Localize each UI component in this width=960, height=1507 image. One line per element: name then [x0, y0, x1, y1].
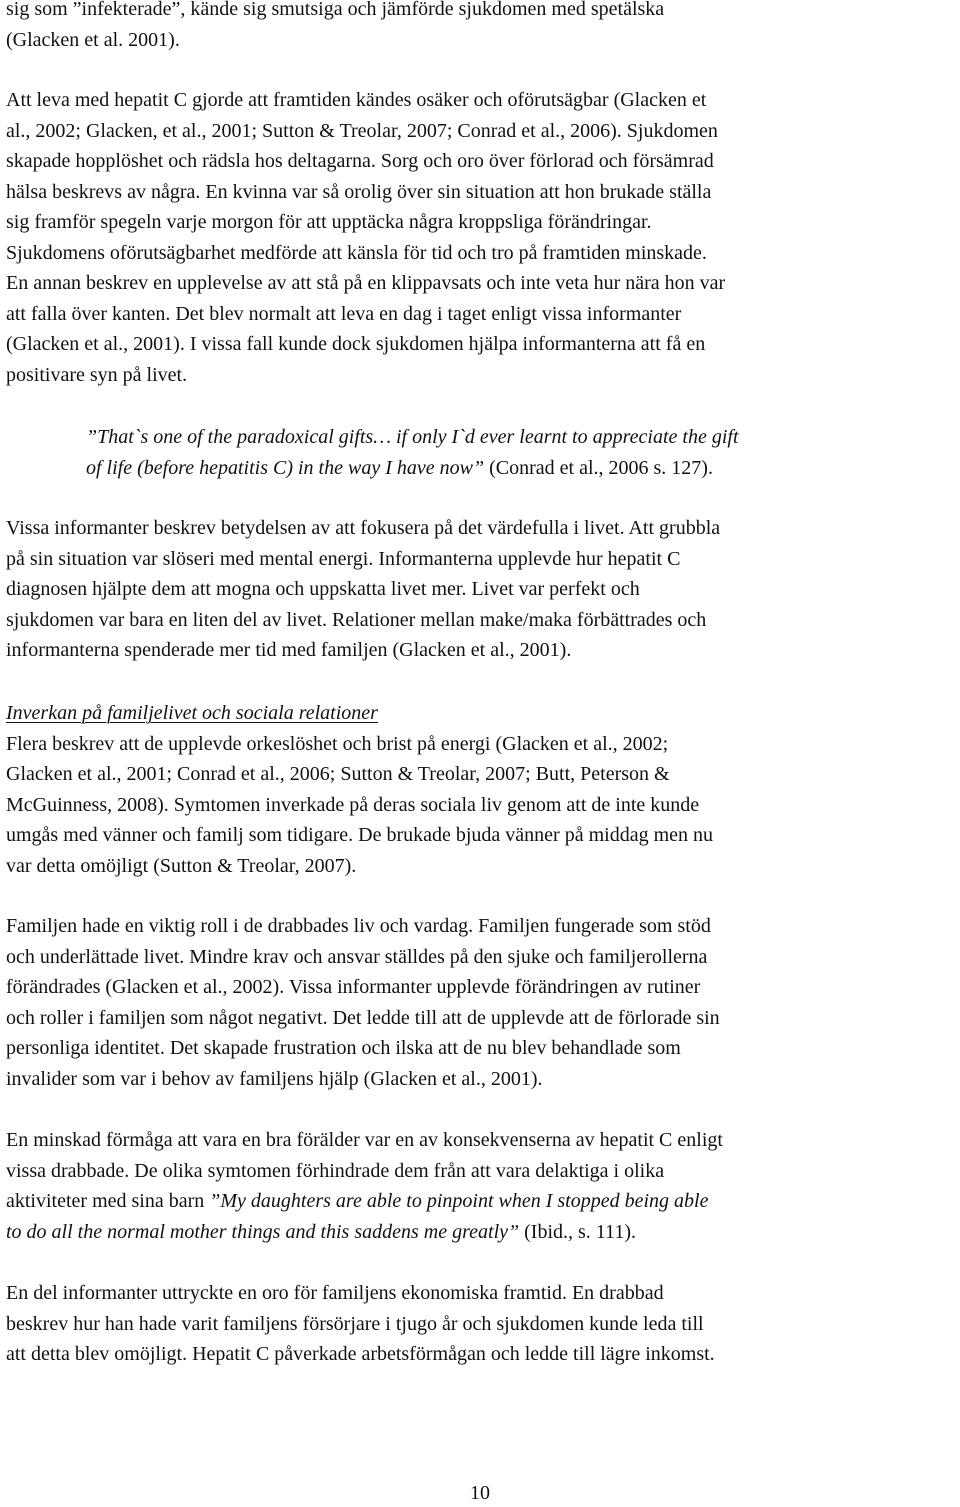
text-line: och underlättade livet. Mindre krav och ansvar ställdes på den sjuke och familjerollerna	[6, 945, 708, 968]
text-line: Att leva med hepatit C gjorde att framtiden kändes osäker och oförutsägbar (Glacken et	[6, 89, 707, 111]
text-line: diagnosen hjälpte dem att mogna och uppskatta livet mer. Livet var perfekt och	[6, 578, 640, 600]
text-line: att detta blev omöjligt. Hepatit C påverkade arbetsförmågan och ledde till lägre inkomst.	[6, 1343, 715, 1365]
text-line: sig som ”infekterade”, kände sig smutsiga och jämförde sjukdomen med spetälska	[6, 0, 665, 20]
text-line	[6, 1186, 954, 1217]
inline-quote: to do all the normal mother things and this saddens me greatly”	[6, 1220, 520, 1243]
text-line: på sin situation var slöseri med mental energi. Informanterna upplevde hur hepatit C	[6, 547, 681, 570]
text-line: Flera beskrev att de upplevde orkeslöshet och brist på energi (Glacken et al., 2002;	[6, 732, 669, 755]
text-line: beskrev hur han hade varit familjens försörjare i tjugo år och sjukdomen kunde leda till	[6, 1312, 704, 1335]
text-line: informanterna spenderade mer tid med familjen (Glacken et al., 2001).	[6, 639, 572, 661]
text-line: umgås med vänner och familj som tidigare. De brukade bjuda vänner på middag men nu	[6, 824, 714, 846]
text-line: Vissa informanter beskrev betydelsen av att fokusera på det värdefulla i livet. Att grubbla	[6, 517, 721, 539]
text-line: (Glacken et al., 2001). I vissa fall kunde dock sjukdomen hjälpa informanterna att få en	[6, 333, 706, 355]
text-line: invalider som var i behov av familjens hjälp (Glacken et al., 2001).	[6, 1067, 543, 1090]
page-number: 10	[470, 1482, 490, 1504]
section-family-social	[6, 698, 954, 881]
text-line: Familjen hade en viktig roll i de drabbades liv och vardag. Familjen fungerade som stöd	[6, 915, 711, 937]
quote-text: ”That`s one of the paradoxical gifts… if only I`d ever learnt to appreciate the gift	[86, 426, 739, 448]
text-line: skapade hopplöshet och rädsla hos deltagarna. Sorg och oro över förlorad och försämrad	[6, 150, 714, 172]
text-line: var detta omöjligt (Sutton & Treolar, 2007).	[6, 854, 357, 877]
paragraph-economy	[6, 1278, 954, 1370]
text-line: att falla över kanten. Det blev normalt att leva en dag i taget enligt vissa informanter	[6, 302, 682, 325]
text-line: al., 2002; Glacken, et al., 2001; Sutton & Treolar, 2007; Conrad et al., 2006). Sjukdomen	[6, 119, 718, 142]
text-run: aktiviteter med sina barn	[6, 1190, 210, 1212]
text-line: En annan beskrev en upplevelse av att stå på en klippavsats och inte veta hur nära hon var	[6, 272, 726, 294]
paragraph-continuation	[6, 0, 954, 55]
text-line: och roller i familjen som något negativt. Det ledde till att de upplevde att de förlorade sin	[6, 1006, 720, 1029]
quote-citation: (Ibid., s. 111).	[519, 1220, 636, 1243]
text-line: Glacken et al., 2001; Conrad et al., 2006; Sutton & Treolar, 2007; Butt, Peterson &	[6, 763, 670, 785]
text-line: (Glacken et al. 2001).	[6, 28, 180, 51]
paragraph-positive-focus	[6, 513, 954, 666]
text-line: förändrades (Glacken et al., 2002). Vissa informanter upplevde förändringen av rutiner	[6, 976, 701, 998]
text-line: vissa drabbade. De olika symtomen förhindrade dem från att vara delaktiga i olika	[6, 1159, 665, 1182]
text-line	[6, 1217, 954, 1248]
text-line: McGuinness, 2008). Symtomen inverkade på deras sociala liv genom att de inte kunde	[6, 793, 700, 816]
paragraph-family-role	[6, 911, 954, 1094]
paragraph-future-uncertainty	[6, 85, 954, 390]
quote-line	[86, 422, 954, 453]
quote-text: of life (before hepatitis C) in the way I have now”	[86, 456, 485, 479]
section-heading: Inverkan på familjelivet och sociala relationer	[6, 702, 378, 724]
text-line: En minskad förmåga att vara en bra förälder var en av konsekvenserna av hepatit C enligt	[6, 1129, 723, 1151]
text-line: personliga identitet. Det skapade frustration och ilska att de nu blev behandlade som	[6, 1037, 681, 1059]
quote-citation: (Conrad et al., 2006 s. 127).	[484, 456, 713, 479]
text-line: En del informanter uttryckte en oro för familjens ekonomiska framtid. En drabbad	[6, 1282, 664, 1304]
inline-quote: ”My daughters are able to pinpoint when I stopped being able	[209, 1190, 709, 1212]
block-quote	[86, 422, 954, 483]
paragraph-parenting	[6, 1125, 954, 1247]
quote-line	[86, 453, 954, 484]
text-line: positivare syn på livet.	[6, 363, 188, 386]
text-line: hälsa beskrevs av några. En kvinna var så orolig över sin situation att hon brukade ställa	[6, 180, 712, 203]
text-line: sjukdomen var bara en liten del av livet. Relationer mellan make/maka förbättrades och	[6, 608, 707, 631]
text-line: Sjukdomens oförutsägbarhet medförde att känsla för tid och tro på framtiden minskade.	[6, 241, 707, 264]
text-line: sig framför spegeln varje morgon för att upptäcka några kroppsliga förändringar.	[6, 211, 652, 233]
